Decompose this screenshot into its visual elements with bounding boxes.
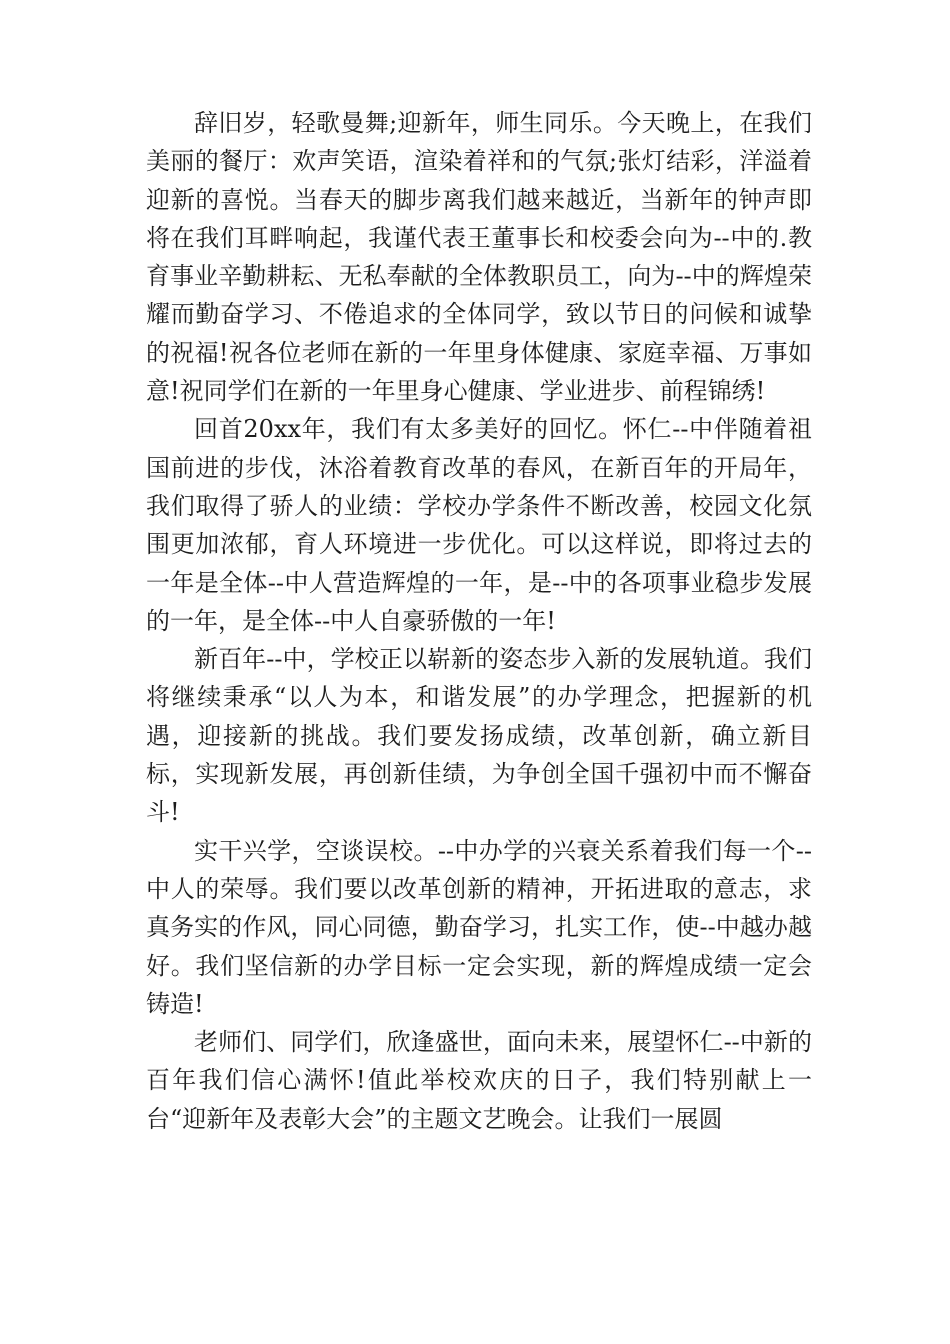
paragraph-new-century: 新百年--中，学校正以崭新的姿态步入新的发展轨道。我们将继续秉承“以人为本，和谐发展”的办学理念，把握新的机遇，迎接新的挑战。我们要发扬成绩，改革创新，确立新目标，实现新发展，再创新佳绩，为争创全国千强初中而不懈奋斗! bbox=[146, 645, 812, 827]
paragraph-review: 回首20xx年，我们有太多美好的回忆。怀仁--中伴随着祖国前进的步伐，沐浴着教育改革的春风，在新百年的开局年，我们取得了骄人的业绩：学校办学条件不断改善，校园文化氛围更加浓郁，育人环境进一步优化。可以这样说，即将过去的一年是全体--中人营造辉煌的一年，是--中的各项事业稳步发展的一年，是全体--中人自豪骄傲的一年! bbox=[146, 415, 812, 635]
paragraph-pragmatism: 实干兴学，空谈误校。--中办学的兴衰关系着我们每一个--中人的荣辱。我们要以改革创新的精神，开拓进取的意志，求真务实的作风，同心同德，勤奋学习，扎实工作，使--中越办越好。我们坚信新的办学目标一定会实现，新的辉煌成绩一定会铸造! bbox=[146, 836, 812, 1018]
paragraph-greeting: 辞旧岁，轻歌曼舞;迎新年，师生同乐。今天晚上，在我们美丽的餐厅：欢声笑语，渲染着祥和的气氛;张灯结彩，洋溢着迎新的喜悦。当春天的脚步离我们越来越近，当新年的钟声即将在我们耳畔响起，我谨代表王董事长和校委会向为--中的.教育事业辛勤耕耘、无私奉献的全体教职员工，向为--中的辉煌荣耀而勤奋学习、不倦追求的全体同学，致以节日的问候和诚挚的祝福!祝各位老师在新的一年里身体健康、家庭幸福、万事如意!祝同学们在新的一年里身心健康、学业进步、前程锦绣! bbox=[146, 109, 812, 406]
document-body bbox=[146, 104, 812, 1138]
paragraph-closing: 老师们、同学们，欣逢盛世，面向未来，展望怀仁--中新的百年我们信心满怀!值此举校欢庆的日子，我们特别献上一台“迎新年及表彰大会”的主题文艺晚会。让我们一展圆 bbox=[146, 1028, 812, 1133]
